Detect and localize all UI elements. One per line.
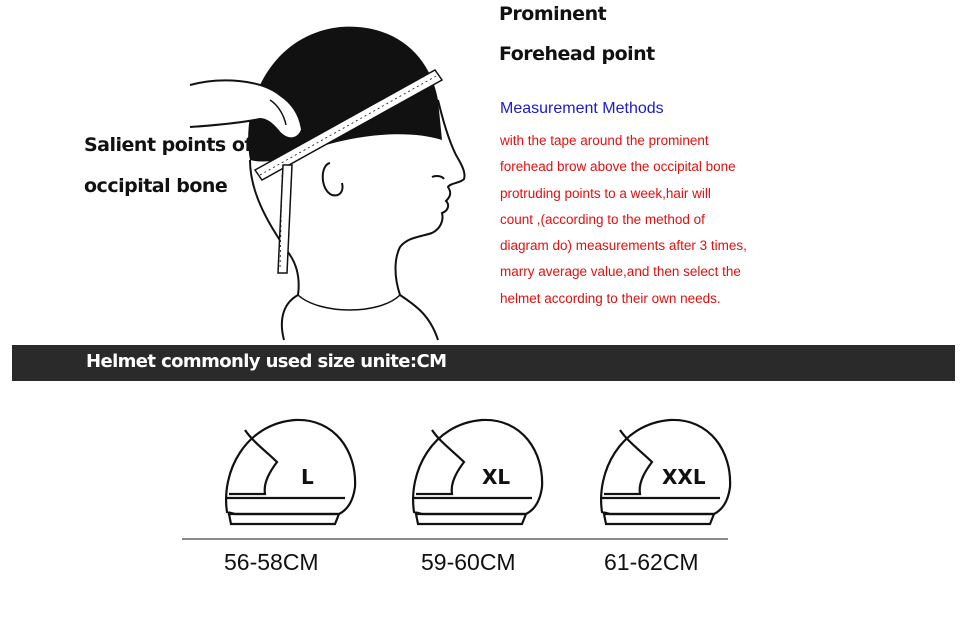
- size-divider-line: [182, 538, 728, 540]
- methods-line: protruding points to a week,hair will: [500, 185, 711, 201]
- helmet-size-label: XXL: [662, 465, 706, 489]
- size-range-l: 56-58CM: [224, 549, 319, 575]
- methods-line: count ,(according to the method of: [500, 211, 705, 227]
- methods-line: with the tape around the prominent: [500, 133, 709, 148]
- prominent-label: Prominent: [499, 3, 607, 25]
- helmet-icon-l: [215, 412, 365, 530]
- size-range-xl: 59-60CM: [421, 549, 516, 575]
- measurement-methods-title: Measurement Methods: [500, 100, 664, 117]
- forehead-point-label: Forehead point: [499, 43, 655, 65]
- methods-line: marry average value,and then select the: [500, 264, 741, 280]
- occipital-label-line1: Salient points of: [84, 134, 253, 156]
- methods-line: helmet according to their own needs.: [500, 290, 721, 306]
- size-banner-text: Helmet commonly used size unite:CM: [86, 351, 447, 372]
- methods-line: diagram do) measurements after 3 times,: [500, 238, 747, 254]
- measurement-methods-text: [500, 128, 800, 312]
- methods-line: forehead brow above the occipital bone: [500, 159, 736, 175]
- helmet-icon-xl: [402, 412, 552, 530]
- occipital-label-line2: occipital bone: [84, 175, 228, 197]
- helmet-icon-xxl: [590, 412, 740, 530]
- helmet-size-label: XL: [482, 465, 511, 489]
- helmet-size-label: L: [301, 465, 314, 489]
- size-range-xxl: 61-62CM: [604, 549, 699, 575]
